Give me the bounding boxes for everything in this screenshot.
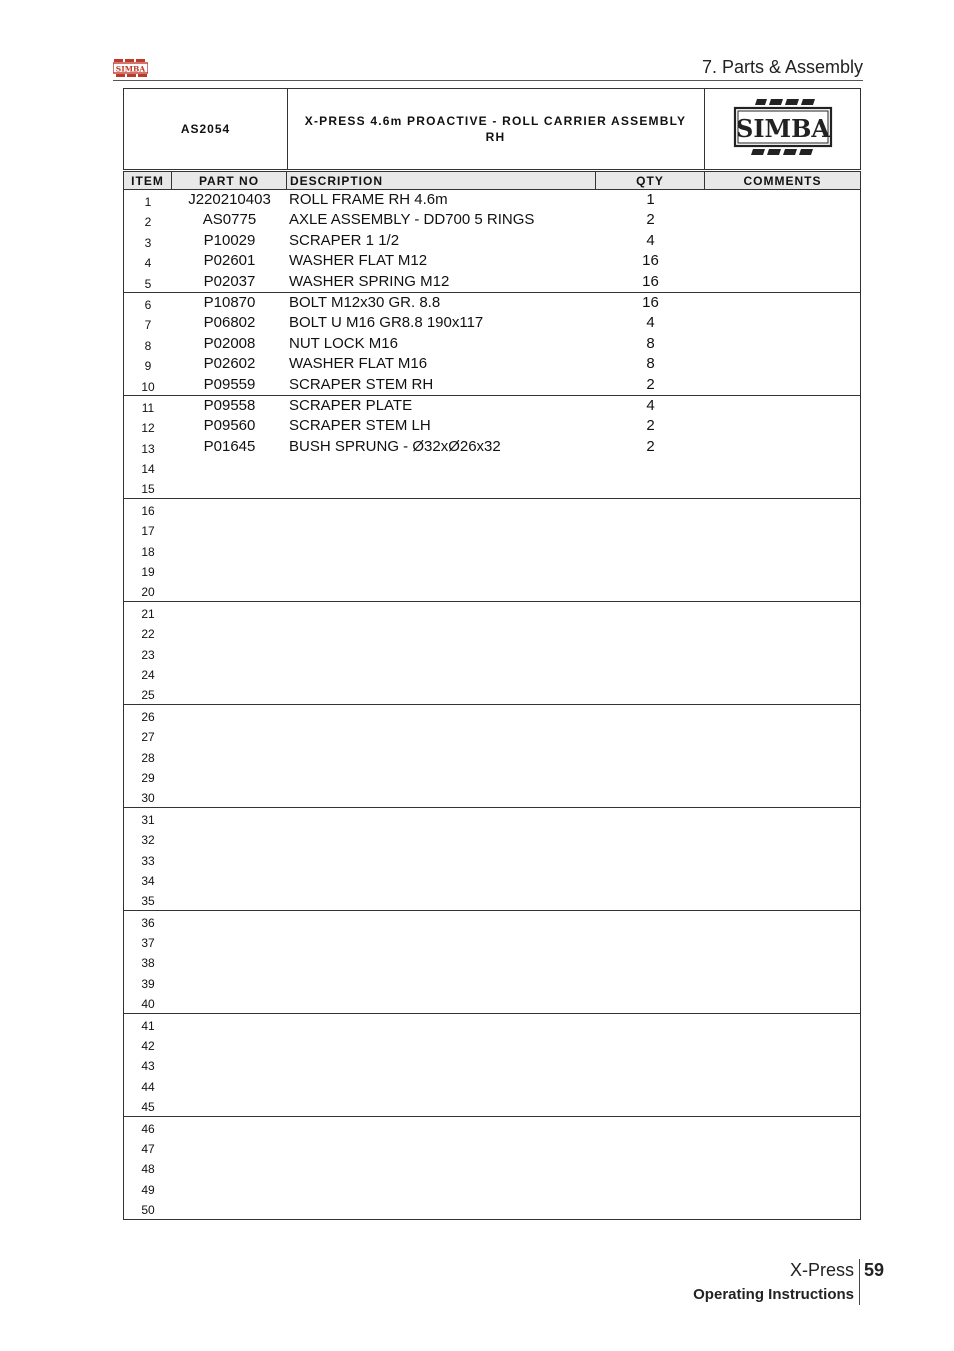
- item-number: 50: [141, 1203, 155, 1218]
- part-description: NUT LOCK M16: [289, 334, 398, 352]
- part-number: [172, 1198, 287, 1218]
- item-number: 5: [144, 276, 152, 291]
- table-row: [124, 766, 860, 786]
- part-number: P02601: [203, 252, 256, 270]
- table-row: [124, 1095, 860, 1115]
- part-number: [172, 705, 287, 725]
- part-number: [172, 869, 287, 889]
- table-header: [123, 171, 861, 190]
- item-number: 35: [141, 894, 155, 909]
- part-description: [289, 1095, 594, 1115]
- table-row: [124, 457, 860, 477]
- table-row: [124, 477, 860, 497]
- quantity: [596, 1075, 705, 1095]
- item-number: 7: [144, 318, 152, 333]
- col-header-item: ITEM: [124, 172, 172, 189]
- part-description: [289, 1014, 594, 1034]
- table-row: [124, 272, 860, 292]
- item-number: 3: [144, 235, 152, 250]
- part-number: [172, 766, 287, 786]
- quantity: 16: [642, 293, 659, 311]
- table-row: [124, 786, 860, 806]
- quantity: [596, 972, 705, 992]
- item-number: 15: [141, 482, 155, 497]
- part-description: [289, 869, 594, 889]
- quantity: 8: [646, 355, 655, 373]
- table-row: [124, 231, 860, 251]
- item-number: 25: [141, 688, 155, 703]
- part-description: [289, 746, 594, 766]
- table-row: [124, 293, 860, 313]
- table-row: [124, 869, 860, 889]
- part-description: [289, 457, 594, 477]
- table-row: [124, 746, 860, 766]
- part-number: [172, 683, 287, 703]
- part-description: [289, 602, 594, 622]
- parts-table: [123, 171, 861, 1220]
- quantity: [596, 1095, 705, 1115]
- part-number: [172, 602, 287, 622]
- item-number: 30: [141, 791, 155, 806]
- table-body: [123, 190, 861, 1220]
- quantity: [596, 725, 705, 745]
- part-number: P09559: [203, 375, 256, 393]
- part-description: [289, 725, 594, 745]
- table-row: [124, 1178, 860, 1198]
- table-row: [124, 190, 860, 210]
- table-row: [124, 1034, 860, 1054]
- item-number: 31: [141, 812, 155, 827]
- table-row: [124, 808, 860, 828]
- product-name: X-Press: [789, 1260, 854, 1280]
- section-title: 7. Parts & Assembly: [701, 57, 863, 77]
- table-row: [124, 951, 860, 971]
- quantity: [596, 519, 705, 539]
- quantity: [596, 1137, 705, 1157]
- row-group: [124, 602, 860, 705]
- item-number: 34: [141, 873, 155, 888]
- quantity: [596, 992, 705, 1012]
- quantity: [596, 643, 705, 663]
- part-description: SCRAPER PLATE: [289, 396, 413, 414]
- quantity: 4: [646, 314, 655, 332]
- item-number: 4: [144, 256, 152, 271]
- part-number: [172, 1157, 287, 1177]
- item-number: 10: [141, 379, 155, 394]
- brand-logo-text: SIMBA: [735, 114, 831, 143]
- quantity: 2: [646, 375, 655, 393]
- footer-divider: [859, 1259, 860, 1305]
- part-number: [172, 1075, 287, 1095]
- part-description: WASHER SPRING M12: [289, 272, 450, 290]
- part-description: [289, 808, 594, 828]
- item-number: 18: [141, 544, 155, 559]
- part-number: [172, 580, 287, 600]
- table-row: [124, 375, 860, 395]
- part-number: [172, 1054, 287, 1074]
- quantity: 2: [646, 437, 655, 455]
- part-number: [172, 808, 287, 828]
- item-number: 14: [141, 462, 155, 477]
- part-description: [289, 1178, 594, 1198]
- item-number: 42: [141, 1039, 155, 1054]
- part-number: [172, 1095, 287, 1115]
- quantity: [596, 683, 705, 703]
- table-row: [124, 313, 860, 333]
- item-number: 32: [141, 833, 155, 848]
- row-group: [124, 293, 860, 396]
- part-number: AS0775: [202, 211, 257, 229]
- item-number: 41: [141, 1018, 155, 1033]
- simba-brand-logo: [705, 89, 861, 169]
- quantity: [596, 1157, 705, 1177]
- part-number: [172, 972, 287, 992]
- quantity: 16: [642, 252, 659, 270]
- quantity: [596, 808, 705, 828]
- col-header-qty: QTY: [596, 172, 705, 189]
- part-number: [172, 931, 287, 951]
- part-number: [172, 1034, 287, 1054]
- item-number: 11: [141, 400, 155, 415]
- col-header-comments: COMMENTS: [743, 174, 822, 188]
- table-row: [124, 334, 860, 354]
- table-row: [124, 251, 860, 271]
- item-number: 45: [141, 1100, 155, 1115]
- item-number: 1: [144, 195, 152, 209]
- table-row: [124, 540, 860, 560]
- row-group: [124, 808, 860, 911]
- part-number: [172, 457, 287, 477]
- quantity: 2: [646, 211, 655, 229]
- table-row: [124, 416, 860, 436]
- table-row: [124, 580, 860, 600]
- page-number: 59: [864, 1260, 885, 1280]
- part-description: [289, 1137, 594, 1157]
- part-number: [172, 643, 287, 663]
- item-number: 19: [141, 565, 155, 580]
- table-row: [124, 622, 860, 642]
- table-row: [124, 683, 860, 703]
- row-group: [124, 1014, 860, 1117]
- part-description: ROLL FRAME RH 4.6m: [289, 191, 448, 208]
- part-description: [289, 705, 594, 725]
- part-description: [289, 540, 594, 560]
- col-header-description: DESCRIPTION: [287, 172, 596, 189]
- assembly-code: AS2054: [124, 89, 288, 169]
- part-description: SCRAPER STEM RH: [289, 375, 434, 393]
- item-number: 46: [141, 1121, 155, 1136]
- quantity: [596, 889, 705, 909]
- item-number: 20: [141, 585, 155, 600]
- quantity: [596, 1117, 705, 1137]
- row-group: [124, 190, 860, 293]
- quantity: 1: [646, 191, 655, 208]
- part-number: [172, 725, 287, 745]
- quantity: 16: [642, 272, 659, 290]
- quantity: [596, 477, 705, 497]
- part-number: P09558: [203, 396, 256, 414]
- part-description: [289, 477, 594, 497]
- quantity: [596, 1054, 705, 1074]
- item-number: 49: [141, 1182, 155, 1197]
- document-subtitle: Operating Instructions: [693, 1286, 854, 1303]
- part-number: J220210403: [188, 191, 271, 208]
- part-number: [172, 1014, 287, 1034]
- item-number: 28: [141, 750, 155, 765]
- item-number: 13: [141, 441, 155, 456]
- quantity: [596, 622, 705, 642]
- item-number: 39: [141, 976, 155, 991]
- quantity: [596, 540, 705, 560]
- quantity: [596, 786, 705, 806]
- part-number: [172, 992, 287, 1012]
- part-number: [172, 746, 287, 766]
- part-number: [172, 1117, 287, 1137]
- quantity: [596, 931, 705, 951]
- quantity: 8: [646, 334, 655, 352]
- item-number: 44: [141, 1079, 155, 1094]
- part-number: [172, 519, 287, 539]
- table-row: [124, 889, 860, 909]
- part-description: [289, 786, 594, 806]
- part-description: BUSH SPRUNG - Ø32xØ26x32: [289, 437, 501, 455]
- part-number: P02602: [203, 355, 256, 373]
- part-number: P10870: [203, 293, 256, 311]
- part-description: SCRAPER 1 1/2: [289, 231, 400, 249]
- quantity: [596, 457, 705, 477]
- part-description: [289, 643, 594, 663]
- table-row: [124, 911, 860, 931]
- part-description: [289, 849, 594, 869]
- part-number: [172, 477, 287, 497]
- row-group: [124, 705, 860, 808]
- row-group: [124, 396, 860, 499]
- table-row: [124, 519, 860, 539]
- quantity: [596, 499, 705, 519]
- part-description: [289, 1117, 594, 1137]
- table-row: [124, 643, 860, 663]
- part-description: [289, 622, 594, 642]
- part-description: [289, 828, 594, 848]
- item-number: 43: [141, 1059, 155, 1074]
- quantity: [596, 766, 705, 786]
- part-number: P02008: [203, 334, 256, 352]
- table-row: [124, 705, 860, 725]
- item-number: 23: [141, 647, 155, 662]
- part-description: [289, 560, 594, 580]
- title-block: [123, 88, 861, 170]
- part-description: BOLT M12x30 GR. 8.8: [289, 293, 441, 311]
- part-description: AXLE ASSEMBLY - DD700 5 RINGS: [289, 211, 535, 229]
- table-row: [124, 931, 860, 951]
- part-number: [172, 622, 287, 642]
- table-row: [124, 396, 860, 416]
- quantity: [596, 911, 705, 931]
- quantity: [596, 1198, 705, 1218]
- part-number: P06802: [203, 314, 256, 332]
- header-divider: [113, 80, 863, 81]
- item-number: 27: [141, 730, 155, 745]
- table-row: [124, 1198, 860, 1218]
- part-number: P10029: [203, 231, 256, 249]
- item-number: 24: [141, 667, 155, 682]
- item-number: 37: [141, 936, 155, 951]
- table-row: [124, 1075, 860, 1095]
- table-row: [124, 354, 860, 374]
- part-number: [172, 540, 287, 560]
- part-description: [289, 951, 594, 971]
- item-number: 6: [144, 297, 152, 312]
- part-number: [172, 951, 287, 971]
- table-row: [124, 1157, 860, 1177]
- item-number: 17: [141, 524, 155, 539]
- part-description: [289, 889, 594, 909]
- part-description: BOLT U M16 GR8.8 190x117: [289, 314, 484, 332]
- row-group: [124, 911, 860, 1014]
- part-description: [289, 766, 594, 786]
- part-description: [289, 911, 594, 931]
- table-row: [124, 663, 860, 683]
- row-group: [124, 499, 860, 602]
- item-number: 8: [144, 338, 152, 353]
- part-description: [289, 499, 594, 519]
- part-number: [172, 828, 287, 848]
- table-row: [124, 560, 860, 580]
- part-number: P01645: [203, 437, 256, 455]
- item-number: 36: [141, 915, 155, 930]
- quantity: 4: [646, 231, 655, 249]
- table-row: [124, 1014, 860, 1034]
- quantity: 4: [646, 396, 655, 414]
- part-number: [172, 1137, 287, 1157]
- part-description: WASHER FLAT M16: [289, 355, 428, 373]
- quantity: [596, 746, 705, 766]
- small-logo-text: SIMBA: [115, 64, 146, 74]
- part-description: [289, 1034, 594, 1054]
- table-row: [124, 1054, 860, 1074]
- part-number: [172, 663, 287, 683]
- table-row: [124, 1117, 860, 1137]
- item-number: 2: [144, 215, 152, 230]
- item-number: 9: [144, 359, 152, 374]
- part-description: [289, 683, 594, 703]
- item-number: 33: [141, 853, 155, 868]
- table-row: [124, 992, 860, 1012]
- table-row: [124, 849, 860, 869]
- row-group: [124, 1117, 860, 1219]
- part-number: P02037: [203, 272, 256, 290]
- item-number: 12: [141, 421, 155, 436]
- item-number: 16: [141, 503, 155, 518]
- quantity: [596, 663, 705, 683]
- quantity: [596, 828, 705, 848]
- simba-small-logo: [113, 58, 148, 78]
- item-number: 26: [141, 709, 155, 724]
- part-number: [172, 786, 287, 806]
- quantity: [596, 580, 705, 600]
- table-row: [124, 210, 860, 230]
- quantity: 2: [646, 417, 655, 435]
- part-description: [289, 1198, 594, 1218]
- part-description: [289, 972, 594, 992]
- item-number: 22: [141, 627, 155, 642]
- part-description: [289, 663, 594, 683]
- table-row: [124, 828, 860, 848]
- quantity: [596, 1014, 705, 1034]
- part-description: [289, 1075, 594, 1095]
- part-number: [172, 1178, 287, 1198]
- part-description: [289, 519, 594, 539]
- part-number: [172, 889, 287, 909]
- part-description: [289, 580, 594, 600]
- quantity: [596, 1178, 705, 1198]
- item-number: 21: [141, 606, 155, 621]
- item-number: 38: [141, 956, 155, 971]
- part-number: P09560: [203, 417, 256, 435]
- part-number: [172, 849, 287, 869]
- table-row: [124, 437, 860, 457]
- quantity: [596, 951, 705, 971]
- assembly-description: X-PRESS 4.6m PROACTIVE - ROLL CARRIER ASSEMBLY RH: [287, 89, 705, 169]
- part-number: [172, 911, 287, 931]
- quantity: [596, 1034, 705, 1054]
- part-number: [172, 560, 287, 580]
- part-description: SCRAPER STEM LH: [289, 417, 431, 435]
- item-number: 47: [141, 1141, 155, 1156]
- table-row: [124, 602, 860, 622]
- table-row: [124, 725, 860, 745]
- item-number: 29: [141, 770, 155, 785]
- item-number: 40: [141, 997, 155, 1012]
- quantity: [596, 869, 705, 889]
- table-row: [124, 1137, 860, 1157]
- quantity: [596, 560, 705, 580]
- part-description: [289, 1157, 594, 1177]
- col-header-part-no: PART NO: [172, 172, 287, 189]
- table-row: [124, 972, 860, 992]
- quantity: [596, 705, 705, 725]
- part-description: [289, 931, 594, 951]
- table-row: [124, 499, 860, 519]
- part-number: [172, 499, 287, 519]
- quantity: [596, 849, 705, 869]
- part-description: [289, 1054, 594, 1074]
- part-description: [289, 992, 594, 1012]
- item-number: 48: [141, 1162, 155, 1177]
- quantity: [596, 602, 705, 622]
- part-description: WASHER FLAT M12: [289, 252, 428, 270]
